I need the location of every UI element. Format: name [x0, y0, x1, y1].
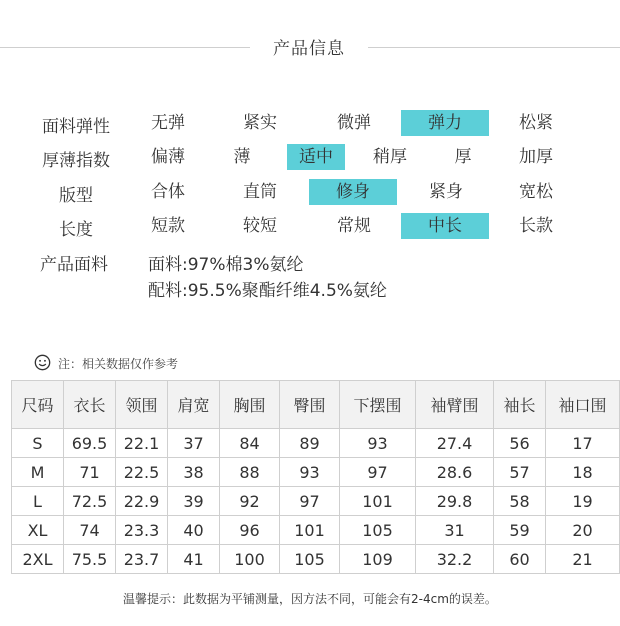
size-table-cell: S	[12, 429, 64, 458]
attribute-option-selected: 适中	[287, 144, 345, 170]
size-table-cell: 59	[494, 516, 546, 545]
title-divider-left	[0, 47, 250, 48]
attribute-option: 薄	[233, 147, 251, 167]
size-table-cell: 21	[546, 545, 620, 574]
size-table-cell: 32.2	[416, 545, 494, 574]
attribute-option: 紧实	[243, 113, 277, 133]
size-table-cell: XL	[12, 516, 64, 545]
size-table-cell: 101	[340, 487, 416, 516]
fabric-label: 产品面料	[40, 255, 108, 275]
size-table-cell: 89	[280, 429, 340, 458]
size-table-row	[12, 545, 620, 574]
size-table-cell: 75.5	[64, 545, 116, 574]
size-table-cell: 93	[340, 429, 416, 458]
size-table-cell: 29.8	[416, 487, 494, 516]
attribute-option-selected: 修身	[309, 179, 397, 205]
size-table-cell: 37	[168, 429, 220, 458]
size-table-cell: 40	[168, 516, 220, 545]
size-table-cell: 38	[168, 458, 220, 487]
size-table-cell: 22.9	[116, 487, 168, 516]
size-table-header-cell: 袖长	[494, 381, 546, 429]
size-table-cell: 105	[280, 545, 340, 574]
size-table-cell: 57	[494, 458, 546, 487]
attribute-option: 松紧	[519, 113, 553, 133]
size-table-cell: 97	[340, 458, 416, 487]
size-table-header-row	[12, 381, 620, 429]
title-divider-right	[368, 47, 620, 48]
size-table	[11, 380, 620, 574]
size-table-cell: 58	[494, 487, 546, 516]
size-table-cell: 19	[546, 487, 620, 516]
attribute-option: 稍厚	[373, 147, 407, 167]
attribute-label: 长度	[59, 220, 93, 240]
size-table-cell: 92	[220, 487, 280, 516]
size-table-cell: M	[12, 458, 64, 487]
size-table-cell: 2XL	[12, 545, 64, 574]
size-table-row	[12, 429, 620, 458]
attribute-option: 直筒	[243, 182, 277, 202]
fabric-lining-line: 配料:95.5%聚酯纤维4.5%氨纶	[148, 281, 387, 301]
size-table-header-cell: 领围	[116, 381, 168, 429]
size-table-cell: 72.5	[64, 487, 116, 516]
size-table-cell: 28.6	[416, 458, 494, 487]
attribute-option: 厚	[454, 147, 472, 167]
attribute-option: 偏薄	[151, 147, 185, 167]
size-table-cell: 18	[546, 458, 620, 487]
size-table-cell: 22.1	[116, 429, 168, 458]
size-table-cell: 56	[494, 429, 546, 458]
size-table-cell: 17	[546, 429, 620, 458]
size-table-cell: 93	[280, 458, 340, 487]
size-table-cell: 74	[64, 516, 116, 545]
size-table-cell: 96	[220, 516, 280, 545]
size-table-header-cell: 下摆围	[340, 381, 416, 429]
size-table-cell: 101	[280, 516, 340, 545]
attribute-option: 宽松	[519, 182, 553, 202]
fabric-main-line: 面料:97%棉3%氨纶	[148, 255, 304, 275]
attribute-option-selected: 中长	[401, 213, 489, 239]
attribute-option: 短款	[151, 216, 185, 236]
size-table-header-cell: 袖臂围	[416, 381, 494, 429]
attribute-option: 加厚	[519, 147, 553, 167]
footer-tip: 温馨提示：此数据为平铺测量，因方法不同，可能会有2-4cm的误差。	[123, 592, 497, 606]
size-table-cell: 23.7	[116, 545, 168, 574]
attribute-option: 无弹	[151, 113, 185, 133]
attribute-row	[0, 213, 620, 239]
size-table-cell: 20	[546, 516, 620, 545]
size-table-header-cell: 袖口围	[546, 381, 620, 429]
attribute-option: 常规	[337, 216, 371, 236]
size-table-header-cell: 胸围	[220, 381, 280, 429]
size-table-cell: 97	[280, 487, 340, 516]
size-table-cell: L	[12, 487, 64, 516]
size-table-header-cell: 肩宽	[168, 381, 220, 429]
attribute-option: 微弹	[337, 113, 371, 133]
size-table-header-cell: 尺码	[12, 381, 64, 429]
size-table-row	[12, 516, 620, 545]
size-table-cell: 41	[168, 545, 220, 574]
size-table-cell: 31	[416, 516, 494, 545]
attribute-label: 版型	[59, 186, 93, 206]
size-table-cell: 100	[220, 545, 280, 574]
size-table-cell: 39	[168, 487, 220, 516]
size-table-header-cell: 衣长	[64, 381, 116, 429]
attribute-label: 面料弹性	[42, 117, 110, 137]
size-table-cell: 23.3	[116, 516, 168, 545]
size-table-cell: 109	[340, 545, 416, 574]
attribute-option: 长款	[519, 216, 553, 236]
section-title-row	[0, 34, 620, 60]
note-text: 注：相关数据仅作参考	[58, 357, 179, 371]
attribute-option-selected: 弹力	[401, 110, 489, 136]
attribute-row	[0, 110, 620, 136]
attribute-option: 较短	[243, 216, 277, 236]
size-table-cell: 27.4	[416, 429, 494, 458]
size-table-cell: 69.5	[64, 429, 116, 458]
size-table-cell: 60	[494, 545, 546, 574]
size-table-header-cell: 臀围	[280, 381, 340, 429]
size-table-cell: 84	[220, 429, 280, 458]
size-table-cell: 88	[220, 458, 280, 487]
size-table-cell: 71	[64, 458, 116, 487]
section-title: 产品信息	[273, 39, 345, 59]
attribute-row	[0, 144, 620, 170]
size-table-cell: 22.5	[116, 458, 168, 487]
size-table-cell: 105	[340, 516, 416, 545]
attribute-option: 紧身	[429, 182, 463, 202]
attribute-row	[0, 179, 620, 205]
size-table-row	[12, 487, 620, 516]
smile-icon	[34, 354, 51, 371]
attribute-label: 厚薄指数	[42, 151, 110, 171]
size-table-row	[12, 458, 620, 487]
attribute-option: 合体	[151, 182, 185, 202]
